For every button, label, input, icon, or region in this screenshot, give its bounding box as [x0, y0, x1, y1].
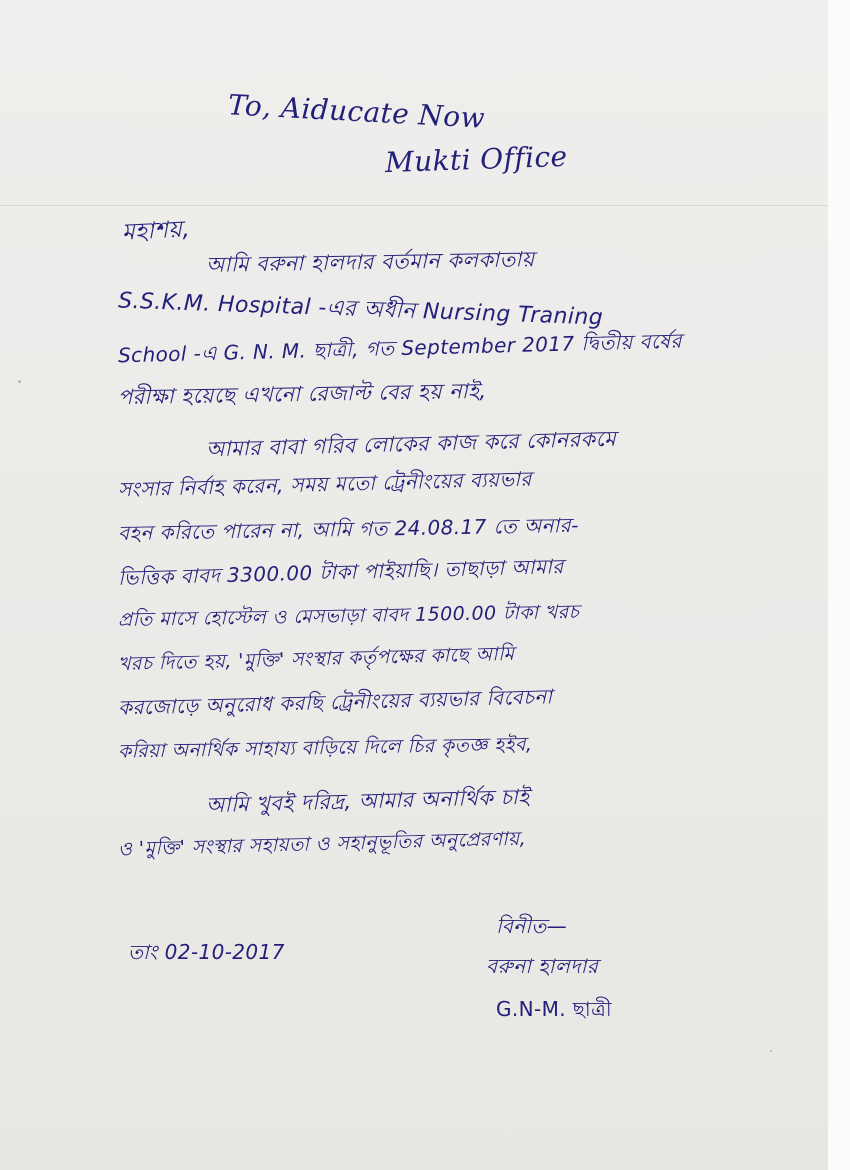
body-line-14: ও 'মুক্তি' সংস্থার সহায়তা ও সহানুভূতির অনুপ্রেরণায়, [117, 827, 527, 861]
page-edge [828, 0, 850, 1170]
body-line-13: আমি খুবই দরিদ্র, আমার অনার্থিক চাই [205, 784, 530, 818]
body-line-4: পরীক্ষা হয়েছে এখনো রেজাল্ট বের হয় নাই, [117, 378, 487, 410]
body-line-9: প্রতি মাসে হোস্টেল ও মেসভাড়া বাবদ 1500.00 টাকা খরচ [117, 600, 580, 632]
body-line-10: খরচ দিতে হয়, 'মুক্তি' সংস্থার কর্তৃপক্ষের কাছে আমি [117, 642, 515, 676]
paper-fold-line [0, 205, 828, 206]
salutation: মহাশয়, [121, 216, 191, 246]
signature-name: বরুনা হালদার [486, 954, 599, 978]
body-line-8: ভিত্তিক বাবদ 3300.00 টাকা পাইয়াছি। তাছাড়া আমার [117, 554, 564, 590]
paper-speck [18, 380, 21, 383]
body-line-5: আমার বাবা গরিব লোকের কাজ করে কোনরকমে [205, 426, 617, 462]
closing: বিনীত— [496, 914, 568, 938]
body-line-3: School -এ G. N. M. ছাত্রী, গত September 2017 দ্বিতীয় বর্ষের [117, 328, 683, 368]
body-line-2: S.S.K.M. Hospital -এর অধীন Nursing Traning [117, 288, 604, 331]
paper-speck [770, 1050, 772, 1052]
body-line-7: বহন করিতে পারেন না, আমি গত 24.08.17 তে অনার- [117, 512, 579, 546]
address-line-2: Mukti Office [384, 139, 568, 180]
body-line-12: করিয়া অনার্থিক সাহায্য বাড়িয়ে দিলে চির কৃতজ্ঞ হইব, [117, 733, 533, 763]
signature-title: G.N-M. ছাত্রী [496, 997, 612, 1021]
body-line-1: আমি বরুনা হালদার বর্তমান কলকাতায় [205, 247, 535, 277]
address-line-1: To, Aiduc​ate Now [227, 88, 486, 135]
body-line-6: সংসার নির্বাহ করেন, সময় মতো ট্রেনীংয়ের ব্যয়ভার [117, 466, 533, 502]
letter-date: তাং 02-10-2017 [128, 940, 285, 964]
body-line-11: করজোড়ে অনুরোধ করছি ট্রেনীংয়ের ব্যয়ভার বিবেচনা [117, 684, 553, 720]
